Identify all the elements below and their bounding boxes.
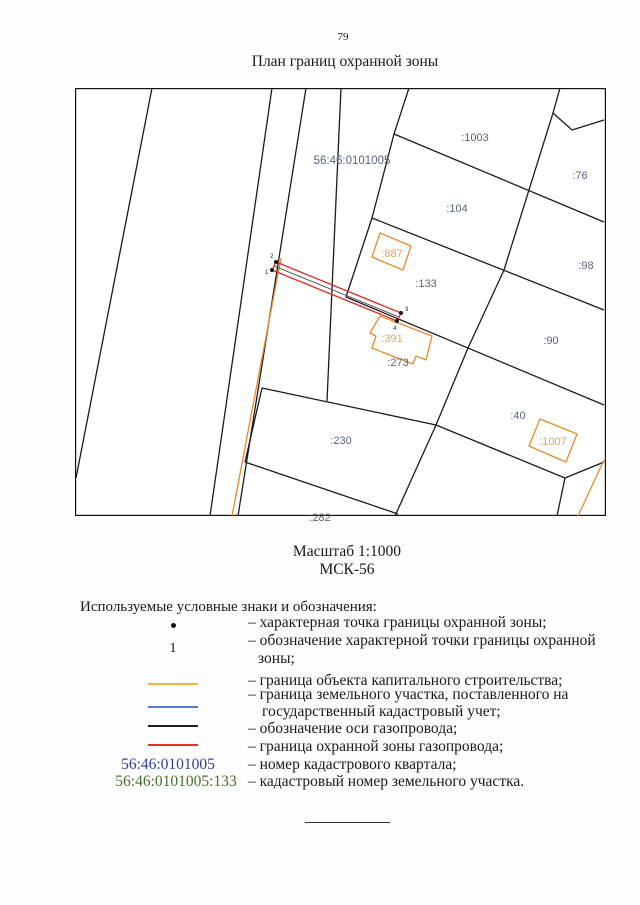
building-line-swatch [148, 683, 198, 685]
zone-point-3 [399, 311, 403, 315]
legend-text: – граница объекта капитального строительства; [248, 672, 563, 689]
parcel-label: :104 [446, 203, 468, 215]
parcel-label: :230 [330, 435, 352, 447]
building-label: :887 [381, 248, 403, 260]
point-label-2: 2 [270, 254, 274, 260]
legend-text: – номер кадастрового квартала; [248, 756, 457, 773]
page-number: 79 [337, 31, 349, 43]
legend-text: – граница земельного участка, поставленного на [248, 686, 569, 703]
parcel-label: :133 [415, 278, 437, 290]
parcel-label: :273 [387, 357, 409, 369]
building-label: :1007 [539, 436, 567, 448]
zone-line-swatch [148, 744, 198, 746]
parcel-label: :282 [309, 512, 331, 524]
footer-rule [305, 822, 390, 823]
legend-text: государственный кадастровый учет; [262, 703, 501, 720]
legend-text: зоны; [258, 650, 295, 667]
zone-point-4 [395, 319, 399, 323]
parcel-line-swatch [148, 706, 198, 708]
legend-quarter-number: 56:46:0101005 [121, 756, 215, 773]
point-label-3: 3 [405, 307, 409, 313]
parcel-label: :98 [578, 260, 594, 272]
cadastral-map [75, 88, 606, 524]
legend-text: – кадастровый номер земельного участка. [248, 773, 525, 790]
legend-text: – граница охранной зоны газопровода; [248, 738, 504, 755]
zone-point-1 [270, 268, 274, 272]
point-dot-icon [171, 623, 176, 628]
map-scale: Масштаб 1:1000 [292, 543, 402, 560]
parcel-label: :1003 [461, 132, 489, 144]
legend-point-number: 1 [169, 641, 177, 656]
point-label-4: 4 [393, 326, 397, 332]
zone-point-2 [274, 260, 278, 264]
map-frame [76, 89, 606, 516]
page-title: План границ охранной зоны [251, 53, 439, 70]
quarter-label: 56:46:0101005 [313, 155, 391, 167]
legend-text: – обозначение характерной точки границы охранной [248, 632, 596, 649]
parcel-label: :40 [510, 410, 526, 422]
parcel-label: :90 [543, 335, 559, 347]
building-label: :391 [381, 333, 403, 345]
pipeline-axis-swatch [148, 725, 198, 727]
legend-heading: Используемые условные знаки и обозначения: [80, 599, 377, 615]
coordinate-system: МСК-56 [319, 561, 375, 578]
legend-text: – обозначение оси газопровода; [248, 720, 458, 737]
legend-text: – характерная точка границы охранной зоны; [248, 614, 547, 631]
legend-parcel-number: 56:46:0101005:133 [115, 773, 237, 790]
parcel-label: :76 [572, 170, 588, 182]
point-label-1: 1 [265, 270, 269, 276]
